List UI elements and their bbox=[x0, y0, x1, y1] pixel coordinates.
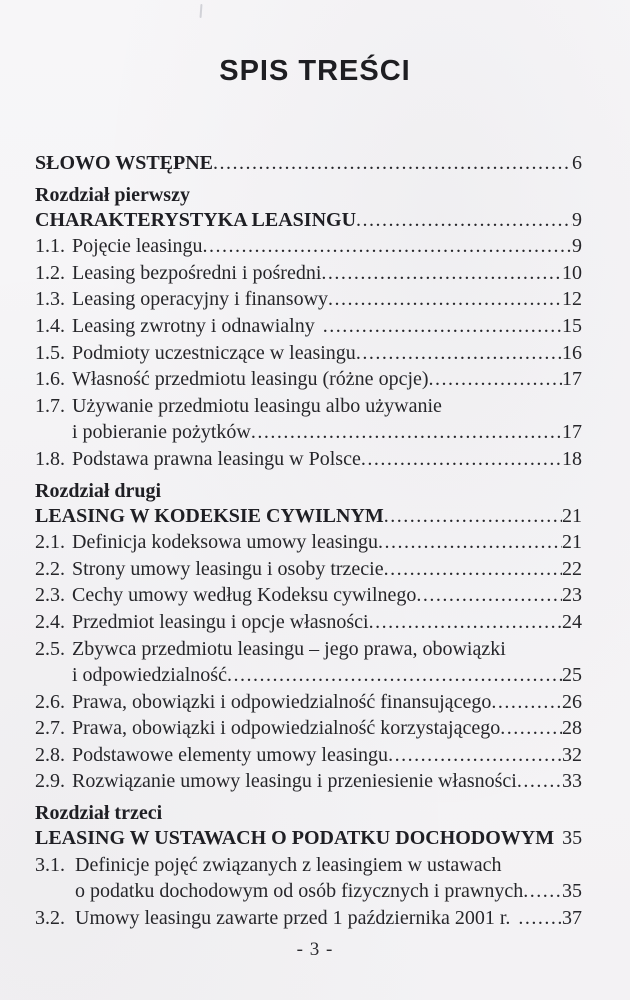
dot-leader bbox=[356, 207, 572, 234]
toc-entry bbox=[35, 689, 582, 716]
dot-leader bbox=[251, 419, 562, 446]
toc-page-number: 28 bbox=[562, 717, 582, 740]
toc-entry-continuation-row bbox=[35, 419, 582, 446]
toc-chapter-title-row bbox=[35, 207, 582, 234]
toc-entry bbox=[35, 313, 582, 340]
toc-entry-row bbox=[35, 609, 582, 636]
toc-page-number: 32 bbox=[562, 743, 582, 766]
toc-entry bbox=[35, 582, 582, 609]
toc-entry-row bbox=[35, 715, 582, 742]
dot-leader bbox=[500, 715, 562, 742]
toc-entry-row bbox=[35, 313, 582, 340]
toc-entry bbox=[35, 609, 582, 636]
toc-entry-label: Własność przedmiotu leasingu (różne opcje) bbox=[72, 368, 429, 391]
toc-entry-row bbox=[35, 556, 582, 583]
toc-chapter-title: LEASING W KODEKSIE CYWILNYM bbox=[35, 504, 384, 527]
toc-entry bbox=[35, 366, 582, 393]
dot-leader bbox=[416, 582, 562, 609]
toc-chapter bbox=[35, 801, 582, 852]
dot-leader bbox=[384, 503, 562, 530]
toc-entry bbox=[35, 556, 582, 583]
toc-page-number: 21 bbox=[562, 531, 582, 554]
toc-entry-label: Przedmiot leasingu i opcje własności bbox=[72, 610, 369, 633]
dot-leader bbox=[378, 529, 562, 556]
dot-leader bbox=[369, 609, 562, 636]
toc-entry bbox=[35, 529, 582, 556]
toc-entry-number: 2.8. bbox=[35, 743, 65, 766]
dot-leader bbox=[510, 905, 562, 932]
dot-leader bbox=[384, 556, 562, 583]
toc-entry-label: Prawa, obowiązki i odpowiedzialność korzystającego bbox=[72, 717, 501, 740]
toc-page-number: 18 bbox=[562, 447, 582, 470]
toc-entry-number: 3.1. bbox=[35, 853, 65, 876]
dot-leader bbox=[315, 313, 562, 340]
toc-entry-label-continued: i odpowiedzialność bbox=[72, 664, 227, 687]
chapter-heading: Rozdział drugi bbox=[35, 479, 162, 502]
toc-entry bbox=[35, 715, 582, 742]
toc-entry-label: Rozwiązanie umowy leasingu i przeniesienie własności bbox=[72, 770, 517, 793]
toc-entry bbox=[35, 233, 582, 260]
chapter-heading: Rozdział trzeci bbox=[35, 802, 163, 825]
toc-entry-continuation-row bbox=[35, 878, 582, 905]
toc-entry-label: Podstawowe elementy umowy leasingu bbox=[72, 743, 389, 766]
dot-leader bbox=[429, 366, 562, 393]
toc-entry-label: SŁOWO WSTĘPNE bbox=[35, 152, 214, 174]
toc-entry-row bbox=[35, 446, 582, 473]
toc-page-number: 12 bbox=[562, 288, 582, 311]
toc-entry-continuation-row bbox=[35, 662, 582, 689]
toc-entry-number: 2.2. bbox=[35, 557, 65, 580]
dot-leader bbox=[554, 825, 562, 852]
toc-chapter-title-row bbox=[35, 503, 582, 530]
toc-entry-number: 1.4. bbox=[35, 314, 65, 337]
toc-entry-label: Leasing operacyjny i finansowy bbox=[72, 288, 329, 311]
toc-entry-label: Definicje pojęć związanych z leasingiem w ustawach bbox=[75, 853, 502, 876]
toc-entry-number: 2.9. bbox=[35, 770, 65, 793]
toc-chapter-title-row bbox=[35, 825, 582, 852]
toc-chapter-title: LEASING W USTAWACH O PODATKU DOCHODOWYM bbox=[35, 827, 555, 850]
toc-page-number: 25 bbox=[562, 664, 582, 687]
toc-entry-label-continued: o podatku dochodowym od osób fizycznych i prawnych bbox=[75, 880, 524, 903]
toc-page-number: 17 bbox=[562, 421, 582, 444]
toc-entry-label: Podstawa prawna leasingu w Polsce bbox=[72, 447, 361, 470]
toc-entry-number: 2.6. bbox=[35, 690, 65, 713]
toc-entry-label: Używanie przedmiotu leasingu albo używanie bbox=[72, 394, 442, 417]
toc-entry-row bbox=[35, 260, 582, 287]
page-title: SPIS TREŚCI bbox=[219, 55, 411, 87]
toc-page-number: 17 bbox=[562, 368, 582, 391]
toc-entry-label: Cechy umowy według Kodeksu cywilnego bbox=[72, 584, 417, 607]
toc-entry-row bbox=[35, 366, 582, 393]
toc-entry-number: 2.3. bbox=[35, 584, 65, 607]
toc-entry-label: Podmioty uczestniczące w leasingu bbox=[72, 341, 356, 364]
toc-entry-row bbox=[35, 852, 582, 879]
dot-leader bbox=[517, 768, 562, 795]
toc-page-number: 26 bbox=[562, 690, 582, 713]
toc-entry-number: 1.6. bbox=[35, 368, 65, 391]
dot-leader bbox=[328, 286, 562, 313]
toc-page-number: 35 bbox=[562, 827, 583, 850]
toc-entry-label: Pojęcie leasingu bbox=[72, 235, 203, 258]
toc-page-number: 23 bbox=[562, 584, 582, 607]
toc-page-number: 10 bbox=[562, 261, 582, 284]
toc-entry-row bbox=[35, 233, 582, 260]
toc-entry-label: Zbywca przedmiotu leasingu – jego prawa, obowiązki bbox=[72, 637, 506, 660]
dot-leader bbox=[227, 662, 562, 689]
toc-entry bbox=[35, 852, 582, 905]
toc-chapter-title: CHARAKTERYSTYKA LEASINGU bbox=[35, 208, 357, 231]
toc-entry bbox=[35, 340, 582, 367]
toc-entry bbox=[35, 260, 582, 287]
toc-entry-row bbox=[35, 636, 582, 663]
toc-entry-number: 3.2. bbox=[35, 906, 65, 929]
toc-entry-row bbox=[35, 340, 582, 367]
dot-leader bbox=[321, 260, 562, 287]
dot-leader bbox=[213, 150, 572, 177]
toc-entry-number: 1.3. bbox=[35, 288, 65, 311]
toc-page-number: 24 bbox=[562, 610, 582, 633]
dot-leader bbox=[491, 689, 562, 716]
toc-entry-row bbox=[35, 768, 582, 795]
toc-entry-label: Umowy leasingu zawarte przed 1 października 2001 r. bbox=[75, 906, 511, 929]
toc-entry-row bbox=[35, 393, 582, 420]
toc-entry bbox=[35, 768, 582, 795]
toc-entry-label: Prawa, obowiązki i odpowiedzialność finansującego bbox=[72, 690, 492, 713]
toc-entry-label: Leasing zwrotny i odnawialny bbox=[72, 314, 315, 337]
toc-entry-number: 1.1. bbox=[35, 235, 65, 258]
dot-leader bbox=[203, 233, 572, 260]
toc-entry-number: 2.7. bbox=[35, 717, 65, 740]
toc-entry-row bbox=[35, 742, 582, 769]
toc-entry-label: Strony umowy leasingu i osoby trzecie bbox=[72, 557, 384, 580]
toc-entry-number: 1.2. bbox=[35, 261, 65, 284]
toc-entry-number: 1.7. bbox=[35, 394, 65, 417]
toc-page-number: 9 bbox=[572, 208, 582, 231]
toc-entry bbox=[35, 636, 582, 689]
toc-entry-label: Leasing bezpośredni i pośredni bbox=[72, 261, 322, 284]
toc-entry-number: 2.1. bbox=[35, 531, 65, 554]
toc-page-number: 37 bbox=[562, 906, 582, 929]
toc-page-number: 35 bbox=[562, 880, 582, 903]
dot-leader bbox=[523, 878, 562, 905]
toc-entry bbox=[35, 393, 582, 446]
page-number-footer: - 3 - bbox=[296, 939, 334, 961]
toc-entry-label-continued: i pobieranie pożytków bbox=[72, 421, 251, 444]
toc-entry bbox=[35, 446, 582, 473]
toc-entry bbox=[35, 150, 582, 177]
toc-entry bbox=[35, 286, 582, 313]
toc-entry-number: 2.4. bbox=[35, 610, 65, 633]
dot-leader bbox=[361, 446, 562, 473]
dot-leader bbox=[356, 340, 562, 367]
toc-entry bbox=[35, 905, 582, 932]
toc-page-number: 22 bbox=[562, 557, 582, 580]
toc-entry-number: 1.5. bbox=[35, 341, 65, 364]
dot-leader bbox=[388, 742, 562, 769]
toc-page-number: 15 bbox=[562, 314, 582, 337]
toc-page-number: 6 bbox=[572, 152, 582, 174]
toc-entry-row bbox=[35, 529, 582, 556]
toc-entry-number: 2.5. bbox=[35, 637, 65, 660]
toc-list bbox=[35, 150, 582, 931]
toc-entry-row bbox=[35, 582, 582, 609]
toc-entry-row bbox=[35, 905, 582, 932]
toc-entry-label: Definicja kodeksowa umowy leasingu bbox=[72, 531, 379, 554]
toc-page-number: 16 bbox=[562, 341, 582, 364]
toc-chapter bbox=[35, 479, 582, 530]
toc-page-number: 9 bbox=[572, 235, 582, 258]
toc-entry-row bbox=[35, 689, 582, 716]
toc-entry-number: 1.8. bbox=[35, 447, 65, 470]
toc-entry-row bbox=[35, 286, 582, 313]
toc-chapter bbox=[35, 183, 582, 234]
chapter-heading: Rozdział pierwszy bbox=[35, 183, 190, 206]
toc-entry bbox=[35, 742, 582, 769]
toc-page-number: 21 bbox=[562, 504, 582, 527]
toc-page-number: 33 bbox=[562, 770, 582, 793]
